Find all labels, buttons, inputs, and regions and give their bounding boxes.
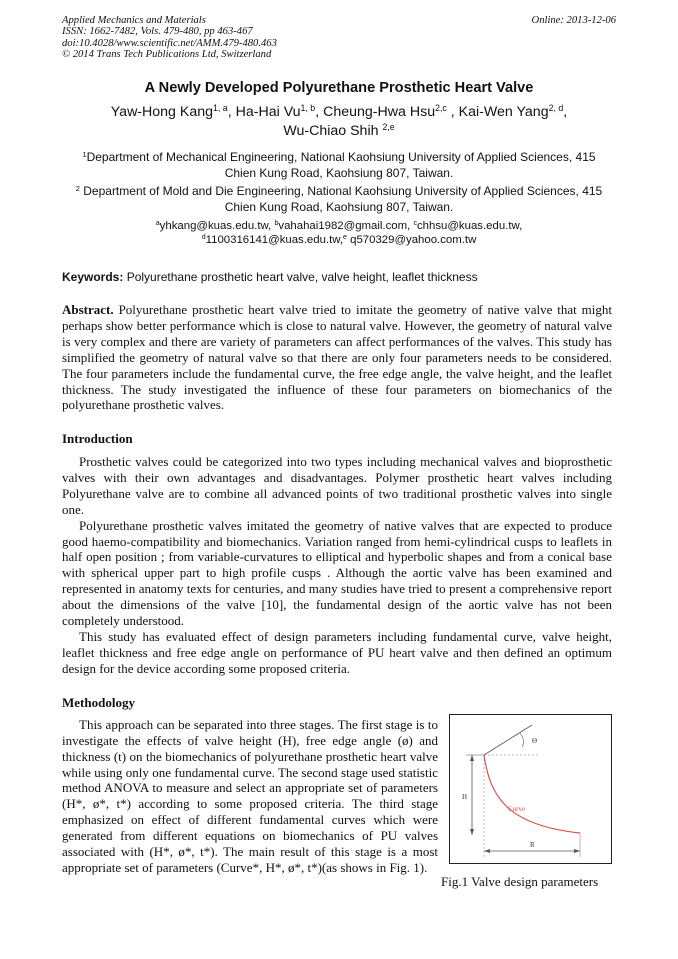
- author-sup: 2, d: [548, 103, 564, 114]
- paragraph: Polyurethane prosthetic valves imitated the geometry of native valves that are expected to produce good haemo-compatibility and biomechanics. Variation ranged from hemi-cylindrical cusps to leaflets in half open position ; from variable-curvatures to elliptical and hyperbolic shapes and from a conical base with spherical upper part to high profile cusps . Although the aortic valve has been examined and represented in anatomy texts for centuries, and many studies have tried to present a comprehensive report about the dimensions of the valve [10], the fundamental design of the aortic valve has not been completely understood.: [62, 517, 612, 629]
- affiliation-sup: 1: [82, 149, 87, 159]
- keywords-label: Keywords:: [62, 270, 124, 284]
- curve-label: Curve: [508, 805, 526, 813]
- paragraph: Prosthetic valves could be categorized into two types including mechanical valves and bioprosthetic valves with their own advantages and disadvantages. Polymer prosthetic heart valves including Polyurethane valve are to combine all advanced points of two traditional prosthetic valves into single one.: [62, 454, 612, 517]
- angle-arc: [520, 733, 524, 747]
- affiliation-1: [62, 150, 616, 181]
- email-sup: c: [413, 220, 417, 228]
- author-sup: 1, a: [213, 103, 228, 114]
- email-link[interactable]: chhsu@kuas.edu.tw,: [416, 220, 523, 232]
- author-sup: 2,e: [382, 122, 395, 133]
- email-link[interactable]: q570329@yahoo.com.tw: [350, 234, 477, 246]
- email-link[interactable]: yhkang@kuas.edu.tw,: [159, 220, 272, 232]
- introduction-body: [62, 454, 612, 677]
- abstract-label: Abstract.: [62, 302, 114, 317]
- affiliation-line: Department of Mold and Die Engineering, National Kaohsiung University of Applied Sciences, 415: [83, 184, 603, 198]
- author-name: Yaw-Hong Kang: [110, 104, 214, 120]
- free-edge-line: [484, 725, 532, 755]
- email-sup: d: [201, 234, 206, 242]
- introduction-heading: Introduction: [62, 431, 133, 446]
- radius-label: R: [530, 841, 535, 849]
- copyright-line: © 2014 Trans Tech Publications Ltd, Switzerland: [62, 48, 272, 60]
- methodology-paragraph: This approach can be separated into three stages. The first stage is to investigate the effects of valve height (H), free edge angle (ø) and thickness (t) on the biomechanics of polyurethane prosthetic heart valve while using only one fundamental curve. The second stage used statistic method ANOVA to measure and select an appropriate set of parameters (H*, ø*, t*) according to some proposed criteria. The third stage emphasized on effect of different fundamental curves which were generated from different equations on biomechanics of PU valves associated with (H*, ø*, t*). The main result of this stage is a most appropriate set of parameters (Curve*, H*, ø*, t*)(as shows in Fig. 1).: [62, 717, 438, 875]
- figure-caption: Fig.1 Valve design parameters: [441, 874, 599, 889]
- affiliation-line: Chien Kung Road, Kaohsiung 807, Taiwan.: [224, 165, 454, 180]
- affiliation-sup: 2: [75, 183, 80, 193]
- author-sup: 2,c: [435, 103, 447, 114]
- author-name: Ha-Hai Vu: [235, 104, 301, 120]
- theta-label: Θ: [532, 737, 538, 745]
- author-line-1: Yaw-Hong Kang$^{1, a}$, Ha-Hai Vu$^{1, b}$, Cheung-Hwa Hsu$^{2,c}$ , Kai-Wen Yang$^{2, d}$,: [110, 103, 568, 120]
- email-link[interactable]: 1100316141@kuas.edu.tw,: [205, 234, 344, 246]
- email-sup: a: [155, 220, 160, 228]
- paragraph: This study has evaluated effect of design parameters including fundamental curve, valve height, leaflet thickness and free edge angle on performance of PU heart valve and then defined an optimum design for the device according some proposed criteria.: [62, 628, 612, 676]
- issn-line: ISSN: 1662-7482, Vols. 479-480, pp 463-467: [62, 26, 253, 38]
- doi-line: doi:10.4028/www.scientific.net/AMM.479-480.463: [62, 37, 277, 49]
- email-sup: b: [274, 220, 279, 228]
- email-list: [62, 219, 616, 247]
- affiliation-line: Chien Kung Road, Kaohsiung 807, Taiwan.: [224, 199, 454, 214]
- valve-diagram: [450, 715, 611, 863]
- affiliation-2: [62, 184, 616, 215]
- paper-title: A Newly Developed Polyurethane Prosthetic Heart Valve: [144, 80, 534, 96]
- methodology-heading: Methodology: [62, 695, 135, 710]
- journal-name: Applied Mechanics and Materials: [62, 15, 206, 26]
- keywords-text: Polyurethane prosthetic heart valve, valve height, leaflet thickness: [126, 270, 478, 284]
- author-sup: 1, b: [300, 103, 316, 114]
- author-list: [62, 103, 616, 141]
- figure-1: [449, 714, 612, 864]
- author-name: Wu-Chiao Shih: [283, 123, 379, 139]
- online-date: Online: 2013-12-06: [531, 15, 616, 26]
- publication-header: [62, 15, 277, 60]
- email-sup: e: [343, 234, 347, 242]
- author-line-2: [62, 122, 616, 141]
- height-label: H: [462, 793, 468, 801]
- email-link[interactable]: vahahai1982@gmail.com,: [278, 220, 411, 232]
- abstract-text: Polyurethane prosthetic heart valve tried to imitate the geometry of native valve that might perhaps show better performance which is close to natural valve. However, the geometry of natural valve is very complex and there are variety of parameters can affect performances of the valves. This study has simplified the geometry of natural valve so that there are only four parameters needs to be considered. The four parameters include the fundamental curve, the free edge angle, the valve height, and the leaflet thickness. The study investigated the influence of these four parameters on biomechanics of the polyurethane prosthetic valves.: [62, 302, 613, 413]
- keywords: [62, 270, 478, 284]
- abstract: [62, 302, 612, 413]
- affiliation-line: Department of Mechanical Engineering, National Kaohsiung University of Applied Sciences, 415: [86, 150, 596, 164]
- fundamental-curve: [484, 755, 580, 833]
- author-name: Kai-Wen Yang: [458, 104, 549, 120]
- author-name: Cheung-Hwa Hsu: [323, 104, 436, 120]
